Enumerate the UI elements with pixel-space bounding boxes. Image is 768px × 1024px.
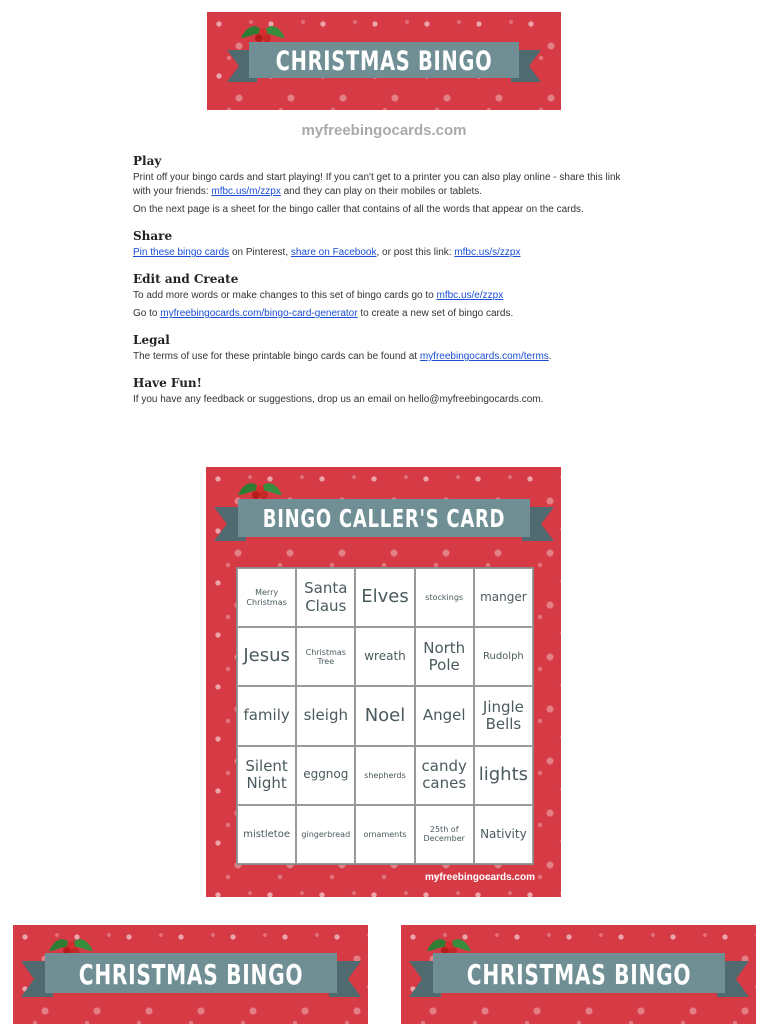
- heading-legal: Legal: [133, 333, 170, 347]
- caller-title: BINGO CALLER'S CARD: [262, 504, 506, 533]
- play-paragraph-2: On the next page is a sheet for the bingo caller that contains of all the words that appear on the cards.: [133, 204, 584, 215]
- section-legal: [133, 333, 633, 364]
- pinterest-link[interactable]: Pin these bingo cards: [133, 247, 230, 258]
- bottom-ribbon-right: [409, 949, 749, 1001]
- caller-cell: wreath: [355, 627, 414, 686]
- edit-text-2: Go to: [133, 308, 161, 319]
- caller-cell: gingerbread: [296, 805, 355, 864]
- section-share: [133, 229, 633, 260]
- play-online-link[interactable]: mfbc.us/m/zzpx: [211, 186, 281, 197]
- caller-cell: Santa Claus: [296, 568, 355, 627]
- caller-cell: shepherds: [355, 746, 414, 805]
- generator-link[interactable]: myfreebingocards.com/bingo-card-generator: [160, 308, 358, 319]
- edit-paragraph-2: [133, 307, 633, 321]
- edit-text-1: To add more words or make changes to this set of bingo cards go to: [133, 290, 437, 301]
- edit-paragraph-1: [133, 289, 633, 303]
- caller-cell: manger: [474, 568, 533, 627]
- play-text-1: Print off your bingo cards and start playing! If you can't get to a printer you can also play online - share this link with your friends:: [133, 172, 621, 197]
- caller-cell: eggnog: [296, 746, 355, 805]
- caller-ribbon: [214, 495, 554, 545]
- caller-cell: ornaments: [355, 805, 414, 864]
- edit-text-3: to create a new set of bingo cards.: [357, 308, 514, 319]
- top-banner: [207, 12, 561, 110]
- caller-cell: Silent Night: [237, 746, 296, 805]
- bottom-banner-left: [13, 925, 368, 1024]
- caller-cell: Merry Christmas: [237, 568, 296, 627]
- legal-text-end: .: [548, 351, 552, 362]
- section-play: [133, 154, 633, 217]
- share-text-1: on Pinterest,: [229, 247, 291, 258]
- bottom-title-left: CHRISTMAS BINGO: [78, 958, 304, 991]
- caller-cell: mistletoe: [237, 805, 296, 864]
- caller-cell: lights: [474, 746, 533, 805]
- heading-edit: Edit and Create: [133, 272, 239, 286]
- instructions: [133, 154, 633, 419]
- caller-cell: Jesus: [237, 627, 296, 686]
- caller-cell: Angel: [415, 686, 474, 745]
- caller-cell: Rudolph: [474, 627, 533, 686]
- terms-link[interactable]: myfreebingocards.com/terms: [419, 351, 549, 362]
- play-paragraph-1: [133, 171, 633, 199]
- legal-text: The terms of use for these printable bingo cards can be found at: [133, 351, 420, 362]
- caller-cell: North Pole: [415, 627, 474, 686]
- edit-link[interactable]: mfbc.us/e/zzpx: [436, 290, 504, 301]
- caller-card: [206, 467, 561, 897]
- caller-cell: Noel: [355, 686, 414, 745]
- legal-paragraph: [133, 350, 633, 364]
- caller-site: myfreebingocards.com: [424, 872, 535, 883]
- banner-title: CHRISTMAS BINGO: [275, 46, 493, 77]
- caller-cell: family: [237, 686, 296, 745]
- site-name: myfreebingocards.com: [301, 122, 467, 139]
- section-edit: [133, 272, 633, 321]
- bottom-ribbon-left: [21, 949, 361, 1001]
- share-link[interactable]: mfbc.us/s/zzpx: [454, 247, 521, 258]
- caller-cell: stockings: [415, 568, 474, 627]
- share-text-2: , or post this link:: [376, 247, 455, 258]
- caller-cell: Nativity: [474, 805, 533, 864]
- title-ribbon: [227, 38, 541, 86]
- caller-grid: [236, 567, 534, 865]
- bottom-banner-right: [401, 925, 756, 1024]
- section-fun: [133, 376, 633, 407]
- share-paragraph: [133, 246, 633, 260]
- bottom-title-right: CHRISTMAS BINGO: [466, 958, 692, 991]
- caller-cell: Jingle Bells: [474, 686, 533, 745]
- heading-play: Play: [133, 154, 162, 168]
- caller-cell: 25th of December: [415, 805, 474, 864]
- heading-fun: Have Fun!: [133, 376, 202, 390]
- heading-share: Share: [133, 229, 173, 243]
- play-text-2: and they can play on their mobiles or tablets.: [280, 186, 483, 197]
- caller-cell: sleigh: [296, 686, 355, 745]
- facebook-link[interactable]: share on Facebook: [290, 247, 377, 258]
- caller-cell: Christmas Tree: [296, 627, 355, 686]
- fun-paragraph: If you have any feedback or suggestions, drop us an email on hello@myfreebingocards.com.: [133, 394, 544, 405]
- caller-cell: candy canes: [415, 746, 474, 805]
- caller-cell: Elves: [355, 568, 414, 627]
